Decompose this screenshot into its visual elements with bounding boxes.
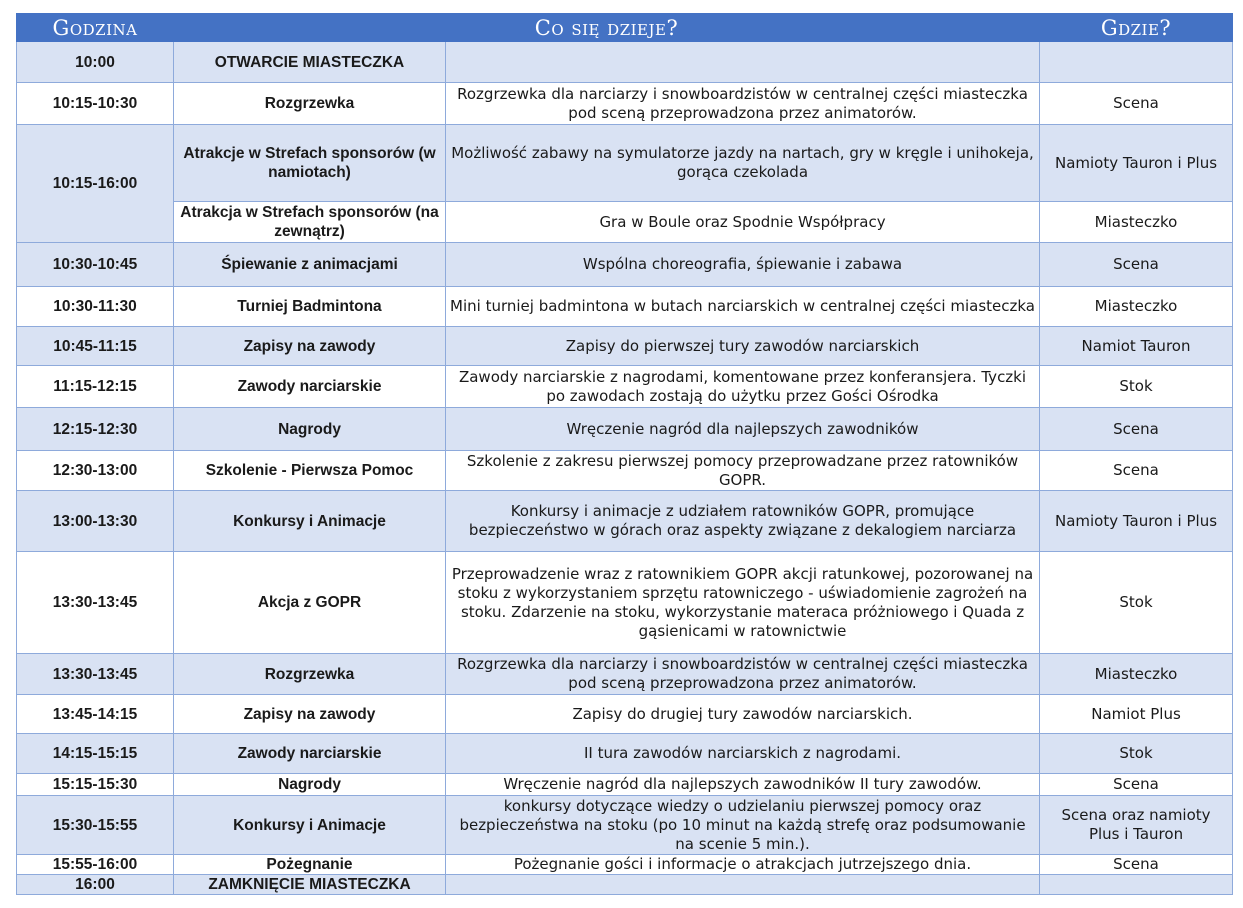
event-cell: Szkolenie - Pierwsza Pomoc [174, 451, 446, 491]
place-cell: Scena [1040, 408, 1233, 451]
table-row [17, 695, 1233, 734]
event-cell: OTWARCIE MIASTECZKA [174, 42, 446, 83]
time-cell: 10:30-11:30 [17, 287, 174, 327]
time-cell: 10:15-16:00 [17, 125, 174, 243]
table-row [17, 243, 1233, 287]
time-cell: 16:00 [17, 875, 174, 895]
table-row [17, 855, 1233, 875]
time-cell: 15:55-16:00 [17, 855, 174, 875]
place-cell: Miasteczko [1040, 654, 1233, 695]
table-row [17, 366, 1233, 408]
description-cell: Rozgrzewka dla narciarzy i snowboardzistów w centralnej części miasteczka pod sceną przeprowadzona przez animatorów. [446, 83, 1040, 125]
place-cell: Stok [1040, 366, 1233, 408]
time-cell: 14:15-15:15 [17, 734, 174, 774]
description-cell: Wręczenie nagród dla najlepszych zawodników [446, 408, 1040, 451]
time-cell: 13:30-13:45 [17, 654, 174, 695]
description-cell: Wręczenie nagród dla najlepszych zawodników II tury zawodów. [446, 774, 1040, 796]
time-cell: 12:15-12:30 [17, 408, 174, 451]
event-cell: Rozgrzewka [174, 83, 446, 125]
event-cell: Zawody narciarskie [174, 366, 446, 408]
place-cell: Namioty Tauron i Plus [1040, 125, 1233, 202]
table-row [17, 83, 1233, 125]
event-cell: Akcja z GOPR [174, 552, 446, 654]
event-cell: Zawody narciarskie [174, 734, 446, 774]
event-cell: Zapisy na zawody [174, 695, 446, 734]
table-row [17, 875, 1233, 895]
table-row [17, 734, 1233, 774]
description-cell: Szkolenie z zakresu pierwszej pomocy przeprowadzane przez ratowników GOPR. [446, 451, 1040, 491]
place-cell [1040, 42, 1233, 83]
description-cell: Zapisy do pierwszej tury zawodów narciarskich [446, 327, 1040, 366]
event-cell: ZAMKNIĘCIE MIASTECZKA [174, 875, 446, 895]
place-cell: Miasteczko [1040, 287, 1233, 327]
time-cell: 10:45-11:15 [17, 327, 174, 366]
time-cell: 11:15-12:15 [17, 366, 174, 408]
time-cell: 10:00 [17, 42, 174, 83]
event-cell: Rozgrzewka [174, 654, 446, 695]
table-row [17, 287, 1233, 327]
description-cell: Rozgrzewka dla narciarzy i snowboardzistów w centralnej części miasteczka pod sceną przeprowadzona przez animatorów. [446, 654, 1040, 695]
event-cell: Śpiewanie z animacjami [174, 243, 446, 287]
time-cell: 15:15-15:30 [17, 774, 174, 796]
event-cell: Konkursy i Animacje [174, 796, 446, 855]
header-where: Gdzie? [1040, 14, 1233, 42]
table-row [17, 491, 1233, 552]
event-cell: Atrakcje w Strefach sponsorów (w namiotach) [174, 125, 446, 202]
table-row [17, 408, 1233, 451]
event-cell: Nagrody [174, 774, 446, 796]
event-cell: Nagrody [174, 408, 446, 451]
description-cell: konkursy dotyczące wiedzy o udzielaniu pierwszej pomocy oraz bezpieczeństwa na stoku (po 10 minut na każdą strefę oraz podsumowanie na scenie 5 min.). [446, 796, 1040, 855]
place-cell: Scena [1040, 855, 1233, 875]
description-cell: Możliwość zabawy na symulatorze jazdy na nartach, gry w kręgle i unihokeja, gorąca czekolada [446, 125, 1040, 202]
header-time: Godzina [17, 14, 174, 42]
place-cell: Stok [1040, 734, 1233, 774]
description-cell: Gra w Boule oraz Spodnie Współpracy [446, 202, 1040, 243]
place-cell: Scena [1040, 451, 1233, 491]
description-cell: Mini turniej badmintona w butach narciarskich w centralnej części miasteczka [446, 287, 1040, 327]
table-row [17, 774, 1233, 796]
time-cell: 13:45-14:15 [17, 695, 174, 734]
table-row [17, 125, 1233, 202]
place-cell: Scena [1040, 243, 1233, 287]
time-cell: 15:30-15:55 [17, 796, 174, 855]
table-row [17, 451, 1233, 491]
description-cell: Wspólna choreografia, śpiewanie i zabawa [446, 243, 1040, 287]
description-cell [446, 875, 1040, 895]
description-cell [446, 42, 1040, 83]
place-cell: Scena [1040, 83, 1233, 125]
place-cell: Namioty Tauron i Plus [1040, 491, 1233, 552]
event-cell: Zapisy na zawody [174, 327, 446, 366]
place-cell: Namiot Plus [1040, 695, 1233, 734]
header-row [17, 14, 1233, 42]
event-cell: Atrakcja w Strefach sponsorów (na zewnątrz) [174, 202, 446, 243]
place-cell: Scena oraz namioty Plus i Tauron [1040, 796, 1233, 855]
description-cell: II tura zawodów narciarskich z nagrodami. [446, 734, 1040, 774]
time-cell: 13:00-13:30 [17, 491, 174, 552]
place-cell [1040, 875, 1233, 895]
description-cell: Zapisy do drugiej tury zawodów narciarskich. [446, 695, 1040, 734]
place-cell: Scena [1040, 774, 1233, 796]
event-cell: Konkursy i Animacje [174, 491, 446, 552]
time-cell: 12:30-13:00 [17, 451, 174, 491]
time-cell: 10:15-10:30 [17, 83, 174, 125]
table-row [17, 202, 1233, 243]
description-cell: Zawody narciarskie z nagrodami, komentowane przez konferansjera. Tyczki po zawodach zostają do użytku przez Gości Ośrodka [446, 366, 1040, 408]
table-row [17, 327, 1233, 366]
event-cell: Turniej Badmintona [174, 287, 446, 327]
place-cell: Miasteczko [1040, 202, 1233, 243]
schedule-table [16, 13, 1233, 895]
event-cell: Pożegnanie [174, 855, 446, 875]
place-cell: Stok [1040, 552, 1233, 654]
description-cell: Pożegnanie gości i informacje o atrakcjach jutrzejszego dnia. [446, 855, 1040, 875]
table-row [17, 654, 1233, 695]
table-row [17, 42, 1233, 83]
table-row [17, 796, 1233, 855]
description-cell: Konkursy i animacje z udziałem ratowników GOPR, promujące bezpieczeństwo w górach oraz aspekty związane z dekalogiem narciarza [446, 491, 1040, 552]
table-row [17, 552, 1233, 654]
place-cell: Namiot Tauron [1040, 327, 1233, 366]
time-cell: 10:30-10:45 [17, 243, 174, 287]
header-what: Co się dzieje? [174, 14, 1040, 42]
description-cell: Przeprowadzenie wraz z ratownikiem GOPR akcji ratunkowej, pozorowanej na stoku z wykorzystaniem sprzętu ratowniczego - uświadomienie zagrożeń na stoku. Zdarzenie na stoku, wykorzystanie materaca próżniowego i Quada z gąsienicami w ratownictwie [446, 552, 1040, 654]
time-cell: 13:30-13:45 [17, 552, 174, 654]
